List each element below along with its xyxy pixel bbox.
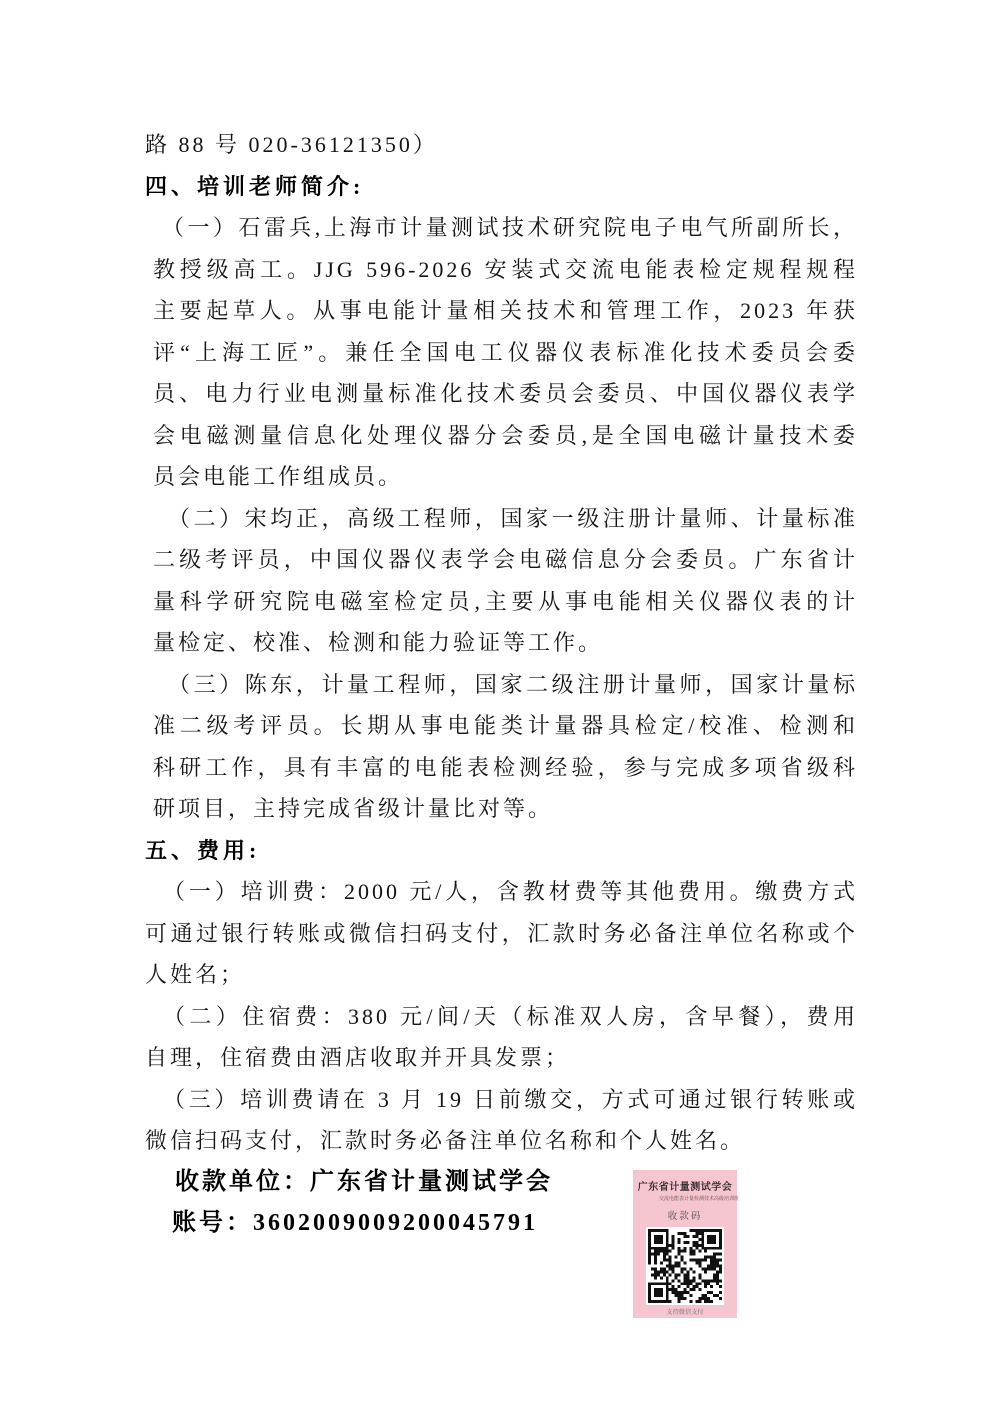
text-line: 教授级高工。JJG 596-2026 安装式交流电能表检定规程规程 bbox=[153, 256, 858, 282]
payment-qr-code bbox=[646, 1227, 724, 1305]
qr-card-footer: 支持微信支付 bbox=[666, 1309, 704, 1317]
document-body bbox=[145, 124, 858, 1245]
text-line: 二级考评员，中国仪器仪表学会电磁信息分会委员。广东省计 bbox=[153, 547, 858, 572]
qr-code-image bbox=[648, 1229, 722, 1303]
text-line: 主要起草人。从事电能计量相关技术和管理工作，2023 年获 bbox=[153, 298, 858, 323]
text-line: （二）宋均正，高级工程师，国家一级注册计量师、计量标准 bbox=[168, 505, 858, 531]
qr-card-title: 广东省计量测试学会 bbox=[637, 1182, 733, 1193]
qr-card-label: 收款码 bbox=[667, 1211, 703, 1222]
text-line: 五、费用: bbox=[145, 837, 261, 863]
qr-card-subtitle: 交流电能表计量检测技术高级培训班 bbox=[659, 1196, 739, 1202]
text-line: 会电磁测量信息化处理仪器分会委员,是全国电磁计量技术委 bbox=[153, 422, 858, 448]
text-line: 四、培训老师简介: bbox=[145, 173, 365, 199]
text-line: 可通过银行转账或微信扫码支付，汇款时务必备注单位名称或个 bbox=[145, 920, 858, 946]
text-line: （三）陈东，计量工程师，国家二级注册计量师，国家计量标 bbox=[168, 671, 858, 697]
text-line: 收款单位：广东省计量测试学会 bbox=[175, 1168, 553, 1195]
text-line: （三）培训费请在 3 月 19 日前缴交，方式可通过银行转账或 bbox=[163, 1086, 858, 1112]
text-line: 路 88 号 020-36121350） bbox=[145, 132, 438, 157]
text-line: 量科学研究院电磁室检定员,主要从事电能相关仪器仪表的计 bbox=[153, 588, 858, 614]
text-line: 准二级考评员。长期从事电能类计量器具检定/校准、检测和 bbox=[153, 713, 858, 738]
text-line: 账号：3602009009200045791 bbox=[172, 1210, 538, 1236]
text-line: 研项目，主持完成省级计量比对等。 bbox=[153, 796, 554, 821]
text-line: 微信扫码支付，汇款时务必备注单位名称和个人姓名。 bbox=[145, 1128, 746, 1153]
text-line: 员、电力行业电测量标准化技术委员会委员、中国仪器仪表学 bbox=[153, 381, 858, 406]
text-line: 人姓名； bbox=[145, 962, 246, 987]
payment-qr-card bbox=[633, 1170, 737, 1318]
text-line: （二）住宿费：380 元/间/天（标准双人房，含早餐），费用 bbox=[163, 1003, 858, 1029]
text-line: 科研工作，具有丰富的电能表检测经验，参与完成多项省级科 bbox=[153, 754, 858, 780]
text-line: （一）培训费：2000 元/人，含教材费等其他费用。缴费方式 bbox=[163, 879, 858, 904]
text-line: （一）石雷兵,上海市计量测试技术研究院电子电气所副所长， bbox=[162, 215, 858, 240]
text-line: 评“上海工匠”。兼任全国电工仪器仪表标准化技术委员会委 bbox=[153, 339, 858, 365]
text-line: 自理，住宿费由酒店收取并开具发票； bbox=[145, 1045, 571, 1070]
text-line: 员会电能工作组成员。 bbox=[153, 464, 404, 489]
text-line: 量检定、校准、检测和能力验证等工作。 bbox=[153, 630, 604, 655]
